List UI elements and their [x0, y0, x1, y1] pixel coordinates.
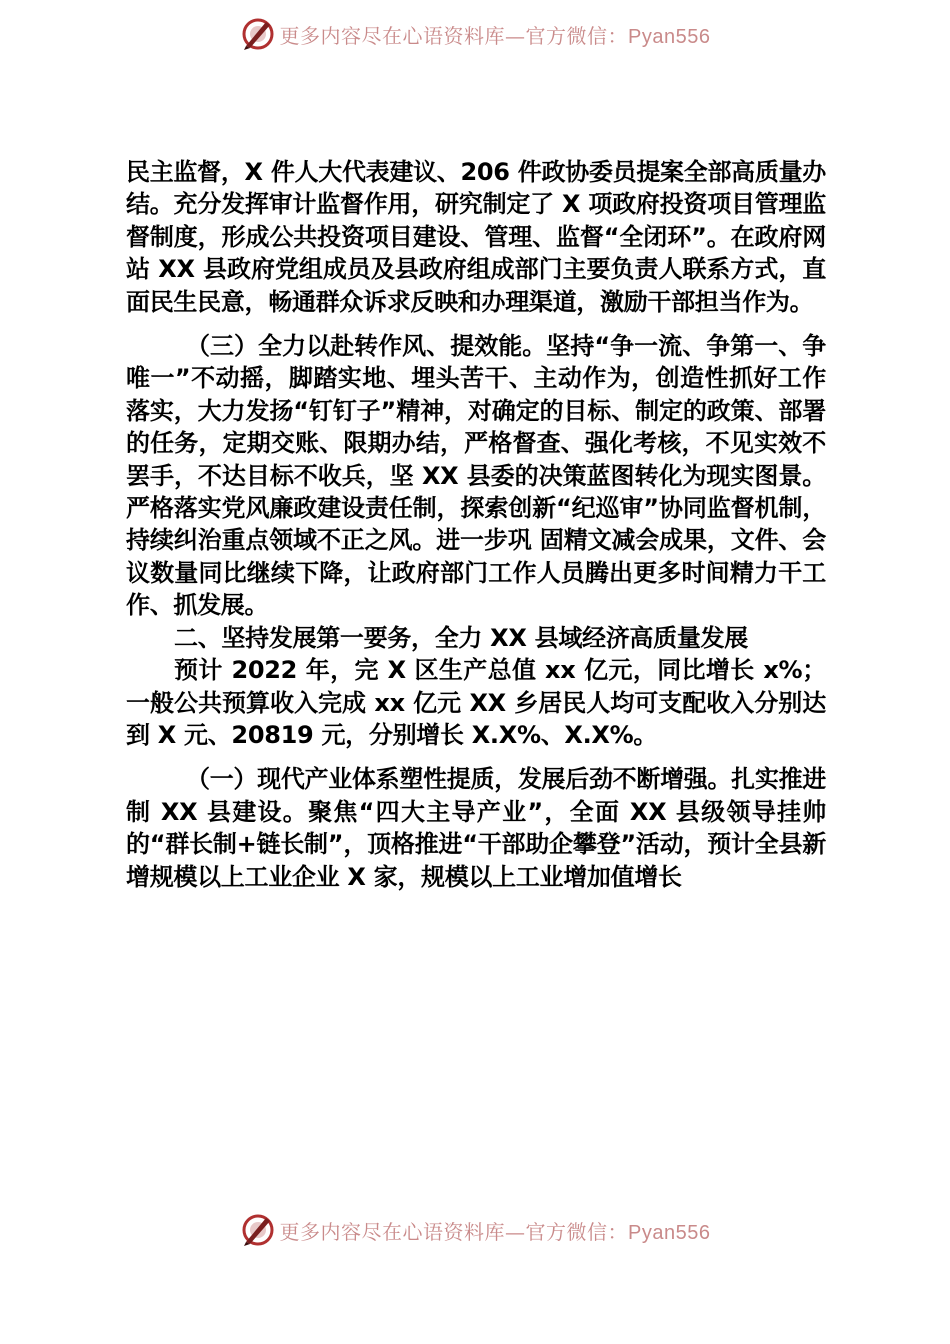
pen-circle-logo-icon: [240, 1212, 276, 1248]
watermark-text: 更多内容尽在心语资料库—官方微信：: [279, 23, 629, 48]
paragraph-forecast: 预计 2022 年，完 X 区生产总值 xx 亿元，同比增长 x%；一般公共预算收入完成 xx 亿元 XX 乡居民人均可支配收入分别达到 X 元、20819 元，分别增长 X.X%、X.X%。: [126, 656, 826, 749]
paragraph-section-three: （三）全力以赴转作风、提效能。坚持“争一流、争第一、争唯一”不动摇，脚踏实地、埋头苦干、主动作为，创造性抓好工作落实，大力发扬“钉钉子”精神，对确定的目标、制定的政策、部署的任务，定期交账、限期办结，严格督查、强化考核，不见实效不罢手，不达目标不收兵，坚 XX 县委的决策蓝图转化为现实图景。严格落实党风廉政建设责任制，探索创新“纪巡审”协同监督机制，持续纠治重点领域不正之风。进一步巩 固精文减会成果，文件、会议数量同比继续下降，让政府部门工作人员腾出更多时间精力干工作、抓发展。: [126, 332, 826, 620]
watermark-wechat-id: Pyan556: [628, 25, 711, 48]
section-heading-two: 二、坚持发展第一要务，全力 XX 县域经济高质量发展: [174, 623, 748, 652]
paragraph-section-one: （一）现代产业体系塑性提质，发展后劲不断增强。扎实推进制 XX 县建设。聚焦“四大主导产业”，全面 XX 县级领导挂帅的“群长制+链长制”，顶格推进“干部助企攀登”活动，预计全县新增规模以上工业企业 X 家，规模以上工业增加值增长: [126, 765, 826, 891]
document-body: [126, 156, 826, 893]
pen-circle-logo-icon: [240, 16, 276, 52]
watermark-text: 更多内容尽在心语资料库—官方微信：: [279, 1219, 629, 1244]
paragraph-continuation: 民主监督，X 件人大代表建议、206 件政协委员提案全部高质量办结。充分发挥审计监督作用，研究制定了 X 项政府投资项目管理监督制度，形成公共投资项目建设、管理、监督“全闭环”。在政府网站 XX 县政府党组成员及县政府组成部门主要负责人联系方式，直面民生民意，畅通群众诉求反映和办理渠道，激励干部担当作为。: [126, 158, 826, 316]
header-watermark: [0, 14, 950, 54]
footer-watermark: [0, 1210, 950, 1250]
watermark-wechat-id: Pyan556: [628, 1221, 711, 1244]
